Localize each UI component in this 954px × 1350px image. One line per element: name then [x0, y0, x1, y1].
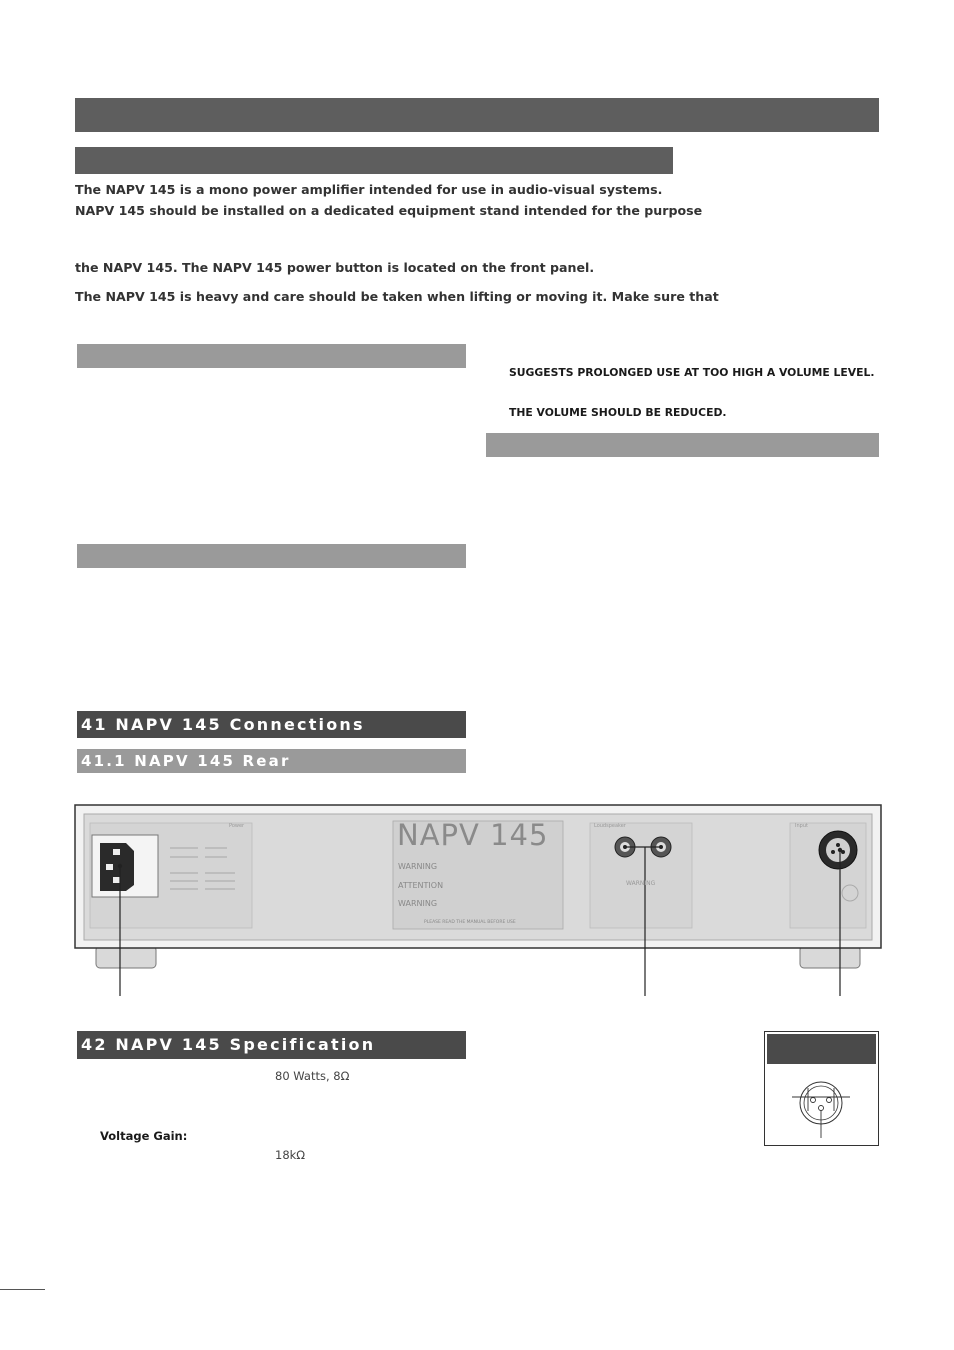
rear-power-label: Power — [229, 823, 245, 829]
notice-line-1: SUGGESTS PROLONGED USE AT TOO HIGH A VOLUME LEVEL. — [509, 366, 875, 379]
rear-input-label: Input — [795, 823, 808, 829]
connections-heading: 41 NAPV 145 Connections — [81, 715, 365, 734]
intro-line-1: The NAPV 145 is a mono power amplifier intended for use in audio-visual systems. — [75, 182, 663, 197]
rear-model-name: NAPV 145 — [397, 818, 549, 852]
rear-attention: ATTENTION — [398, 881, 444, 890]
rear-read-manual: PLEASE READ THE MANUAL BEFORE USE — [424, 920, 516, 925]
spec-heading: 42 NAPV 145 Specification — [81, 1035, 376, 1054]
spec-heading-bar — [77, 1031, 466, 1059]
spec-voltage-gain-label: Voltage Gain: — [100, 1129, 188, 1143]
rear-subheading: 41.1 NAPV 145 Rear — [81, 752, 291, 770]
intro-line-4: The NAPV 145 is heavy and care should be taken when lifting or moving it. Make sure that — [75, 289, 719, 304]
spec-power-value: 80 Watts, 8Ω — [275, 1069, 350, 1083]
intro-line-3: the NAPV 145. The NAPV 145 power button is located on the front panel. — [75, 260, 595, 275]
right-foot — [800, 946, 860, 968]
notice-line-2: THE VOLUME SHOULD BE REDUCED. — [509, 406, 727, 419]
rear-warning-2: WARNING — [398, 899, 438, 908]
footer-rule — [0, 1289, 45, 1290]
rear-speaker-label: Loudspeaker — [594, 823, 626, 829]
xlr-pin-diagram — [764, 1031, 880, 1147]
intro-line-2: NAPV 145 should be installed on a dedicated equipment stand intended for the purpose — [75, 203, 703, 218]
left-foot — [96, 946, 156, 968]
rear-warning-1: WARNING — [398, 862, 438, 871]
rear-warning-centre: WARNING — [626, 880, 656, 887]
spec-impedance-value: 18kΩ — [275, 1148, 306, 1162]
